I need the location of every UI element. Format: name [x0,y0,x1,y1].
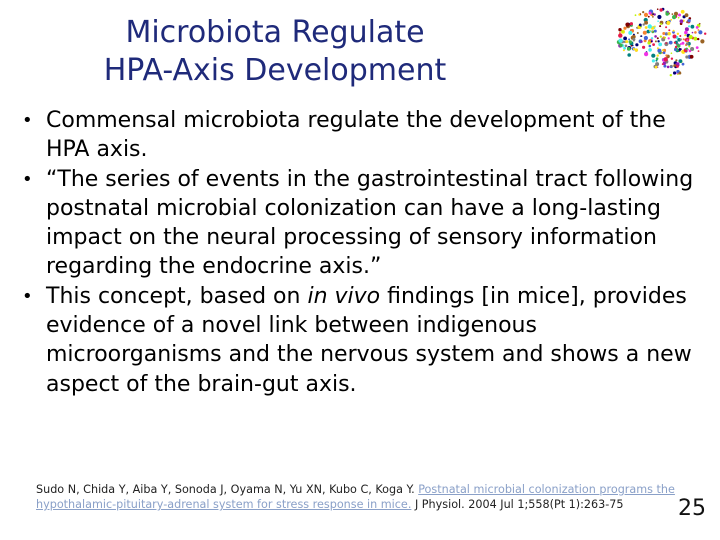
reference-citation [36,482,676,512]
bullet-item [22,282,702,399]
bullet-text: “The series of events in the gastrointestinal tract following postnatal microbial colonization can have a long-lasting impact on the neural processing of sensory information regarding the endocrine axis.” [46,166,694,280]
bullet-item [22,165,702,282]
slide-title-line2: HPA-Axis Development [103,53,447,88]
bullet-text: Commensal microbiota regulate the development of the HPA axis. [46,108,666,163]
page-number: 25 [678,496,706,521]
bullet-list [22,106,702,399]
reference-authors: Sudo N, Chida Y, Aiba Y, Sonoda J, Oyama N, Yu XN, Kubo C, Koga Y. [36,483,419,496]
bullet-marker: • [22,110,33,131]
reference-link[interactable]: Postnatal microbial colonization programs the hypothalamic-pituitary-adrenal system for stress response in mice. [36,483,675,511]
brain-network-icon [610,4,714,80]
bullet-text-part: This concept, based on [46,283,308,309]
bullet-text [46,284,692,397]
bullet-marker: • [22,285,33,307]
slide-title [60,14,490,90]
bullet-marker: • [22,168,33,190]
bullet-item [22,106,702,165]
reference-journal: J Physiol. 2004 Jul 1;558(Pt 1):263-75 [411,498,624,511]
bullet-text-part: findings [in mice], provides evidence of a novel link between indigenous microorganisms and the nervous system and shows a new aspect of the brain-gut axis. [46,283,692,397]
slide-title-line1: Microbiota Regulate [125,15,425,50]
bullet-text-italic: in vivo [307,283,381,309]
